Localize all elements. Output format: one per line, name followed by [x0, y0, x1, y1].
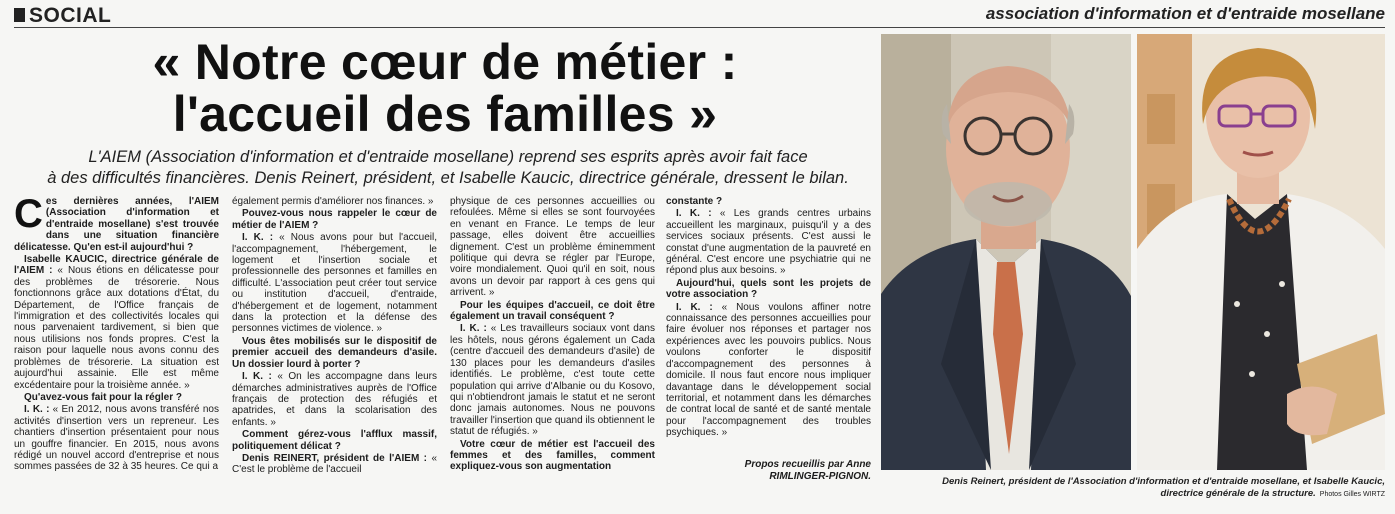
title-line-1: « Notre cœur de métier : [152, 34, 738, 90]
photo-credit: Photos Gilles WIRTZ [1319, 491, 1385, 498]
article-columns [14, 196, 872, 508]
question-3: Pouvez-vous nous rappeler le cœur de métier de l'AIEM ? [232, 208, 437, 231]
answer-text: « C'est le problème de l'accueil [232, 452, 437, 476]
byline-line-2: RIMLINGER-PIGNON. [769, 470, 871, 482]
question-5: Comment gérez-vous l'afflux massif, politiquement délicat ? [232, 429, 437, 452]
rubric-square-icon [14, 8, 25, 22]
question-2: Qu'avez-vous fait pour la régler ? [24, 391, 182, 403]
article-title [30, 36, 860, 140]
column-2 [232, 196, 437, 508]
speaker: I. K. : [242, 371, 272, 383]
lead-text: es dernières années, l'AIEM (Association d'information et d'entraide mosellane) s'est trouvée dans une situation financière délicatesse. Qu'en est-il aujourd'hui ? [14, 196, 219, 253]
byline-line-1: Propos recueillis par Anne [744, 458, 871, 470]
answer-5-continued: physique de ces personnes accueillies ou refoulées. Même si elles se sont fourvoyées en venant en France. Le temps de leur passage, elles doivent être accueillies dignement. C'est un problème éminemment politique qui devra se régler par l'Europe, voire mondialement. Quoi qu'il en soit, nous avons un devoir par rapport à ces gens qui arrivent. » [450, 196, 655, 299]
caption-line-1: Denis Reinert, président de l'Association d'information et d'entraide mosellane, et Isabelle Kaucic, [942, 476, 1385, 487]
byline [666, 459, 871, 483]
answer-text: « Nous étions en délicatesse pour des problèmes de trésorerie. Nous fonctionnons grâce aux dotations d'État, du Département, de l'Office français de l'immigration et des collectivités locales qui nous parvenaient tardivement, si bien que nous utilisions nos fonds propres. C'est la raison pour laquelle nous avons connu des problèmes de trésorerie. La situation est aujourd'hui assainie. Elle est même excédentaire pour la troisième année. » [14, 265, 219, 391]
answer-text: « Nous avons pour but l'accueil, l'accompagnement, l'hébergement, le logement et l'insertion sociale et professionnelle des personnes et familles en difficulté. L'association peut créer tout service ou institution d'accueil, d'entraide, d'hébergement et de logement, notamment dans la protection et la défense des personnes victimes de violence. » [232, 232, 437, 335]
article-chapo [38, 147, 858, 189]
photo-isabelle-kaucic [1137, 34, 1385, 470]
title-line-2: l'accueil des familles » [172, 86, 718, 142]
question-6: Pour les équipes d'accueil, ce doit être également un travail conséquent ? [450, 299, 655, 323]
speaker: I. K. : [676, 208, 712, 220]
question-7-continued: constante ? [666, 196, 723, 207]
answer-text: « On les accompagne dans leurs démarches administratives auprès de l'Office français de protection des réfugiés et apatrides, et dans la scolarisation des enfants. » [232, 371, 437, 428]
answer-7 [666, 208, 871, 276]
section-rubric [14, 4, 111, 28]
answer-2 [14, 404, 219, 472]
answer-3 [232, 232, 437, 335]
speaker: I. K. : [242, 232, 274, 244]
answer-text: « En 2012, nous avons transféré nos activités d'insertion vers un repreneur. Les chantiers d'insertion présentaient pour nous un gouffre financier. En 2015, nous avons rédigé un nouvel accord d'entreprise et nous sommes passées de 32 à 35 heures. Ce qui a [14, 404, 219, 473]
drop-cap: C [14, 196, 43, 236]
question-4: Vous êtes mobilisés sur le dispositif de premier accueil des demandeurs d'asile. Un dossier lourd à porter ? [232, 335, 437, 370]
chapo-line-2: à des difficultés financières. Denis Reinert, président, et Isabelle Kaucic, directrice générale, dressent le bilan. [47, 169, 849, 187]
answer-text: « Les grands centres urbains accueillent les marginaux, puisqu'il y a des services sociaux présents. C'est aussi le constat d'une augmentation de la pauvreté en général. C'est encore une psychiatrie qui ne répond plus aux besoins. » [666, 208, 871, 277]
caption-line-2: directrice générale de la structure. [1160, 488, 1316, 499]
association-header: association d'information et d'entraide mosellane [985, 4, 1385, 23]
question-7: Votre cœur de métier est l'accueil des femmes et des familles, comment expliquez-vous son augmentation [450, 438, 655, 473]
speaker: I. K. : [460, 323, 487, 335]
speaker: Denis REINERT, président de l'AIEM : [242, 452, 428, 464]
answer-8 [666, 302, 871, 439]
answer-1 [14, 254, 219, 391]
column-3 [450, 196, 655, 508]
answer-5 [232, 453, 437, 476]
answer-text: « Nous voulons affiner notre connaissance des personnes accueillies pour faire évoluer nos réponses et partager nos expériences avec les pouvoirs publics. Nous voulons conforter le dispositif d'accompagnement des personnes à domicile. Il nous faut encore nous impliquer davantage dans le développement social territorial, et notamment dans les démarches de contrat local de santé et de santé mentale pour l'accompagnement des troubles psychiques. » [666, 301, 871, 439]
question-8: Aujourd'hui, quels sont les projets de votre association ? [666, 277, 871, 301]
speaker: I. K. : [24, 404, 50, 416]
speaker: Isabelle KAUCIC, directrice générale de l'AIEM : [14, 254, 219, 277]
answer-4 [232, 371, 437, 428]
answer-text: « Les travailleurs sociaux vont dans les hôtels, nous gérons également un Cada (centre d'accueil des demandeurs d'asile) de 130 places pour les demandeurs d'asiles identifiés. Le problème, c'est toute cette population qui arrive d'Albanie ou du Kosovo, qui n'obtiendront jamais le statut et ne seront donc jamais autonomes. Nous ne pouvons travailler l'insertion que quand ils obtiennent le statut de réfugiés. » [450, 323, 655, 438]
answer-2-continued: également permis d'améliorer nos finances. » [232, 196, 434, 207]
column-4 [666, 196, 871, 508]
chapo-line-1: L'AIEM (Association d'information et d'entraide mosellane) reprend ses esprits après avoir fait face [88, 148, 808, 166]
caption-line-2-wrap [881, 488, 1385, 501]
speaker: I. K. : [676, 301, 713, 313]
photo-denis-reinert [881, 34, 1131, 470]
rubric-label: SOCIAL [29, 4, 112, 27]
photo-caption [881, 476, 1385, 501]
header-rule [14, 27, 1385, 28]
column-1 [14, 196, 219, 508]
lead-question [14, 196, 219, 253]
answer-6 [450, 323, 655, 437]
